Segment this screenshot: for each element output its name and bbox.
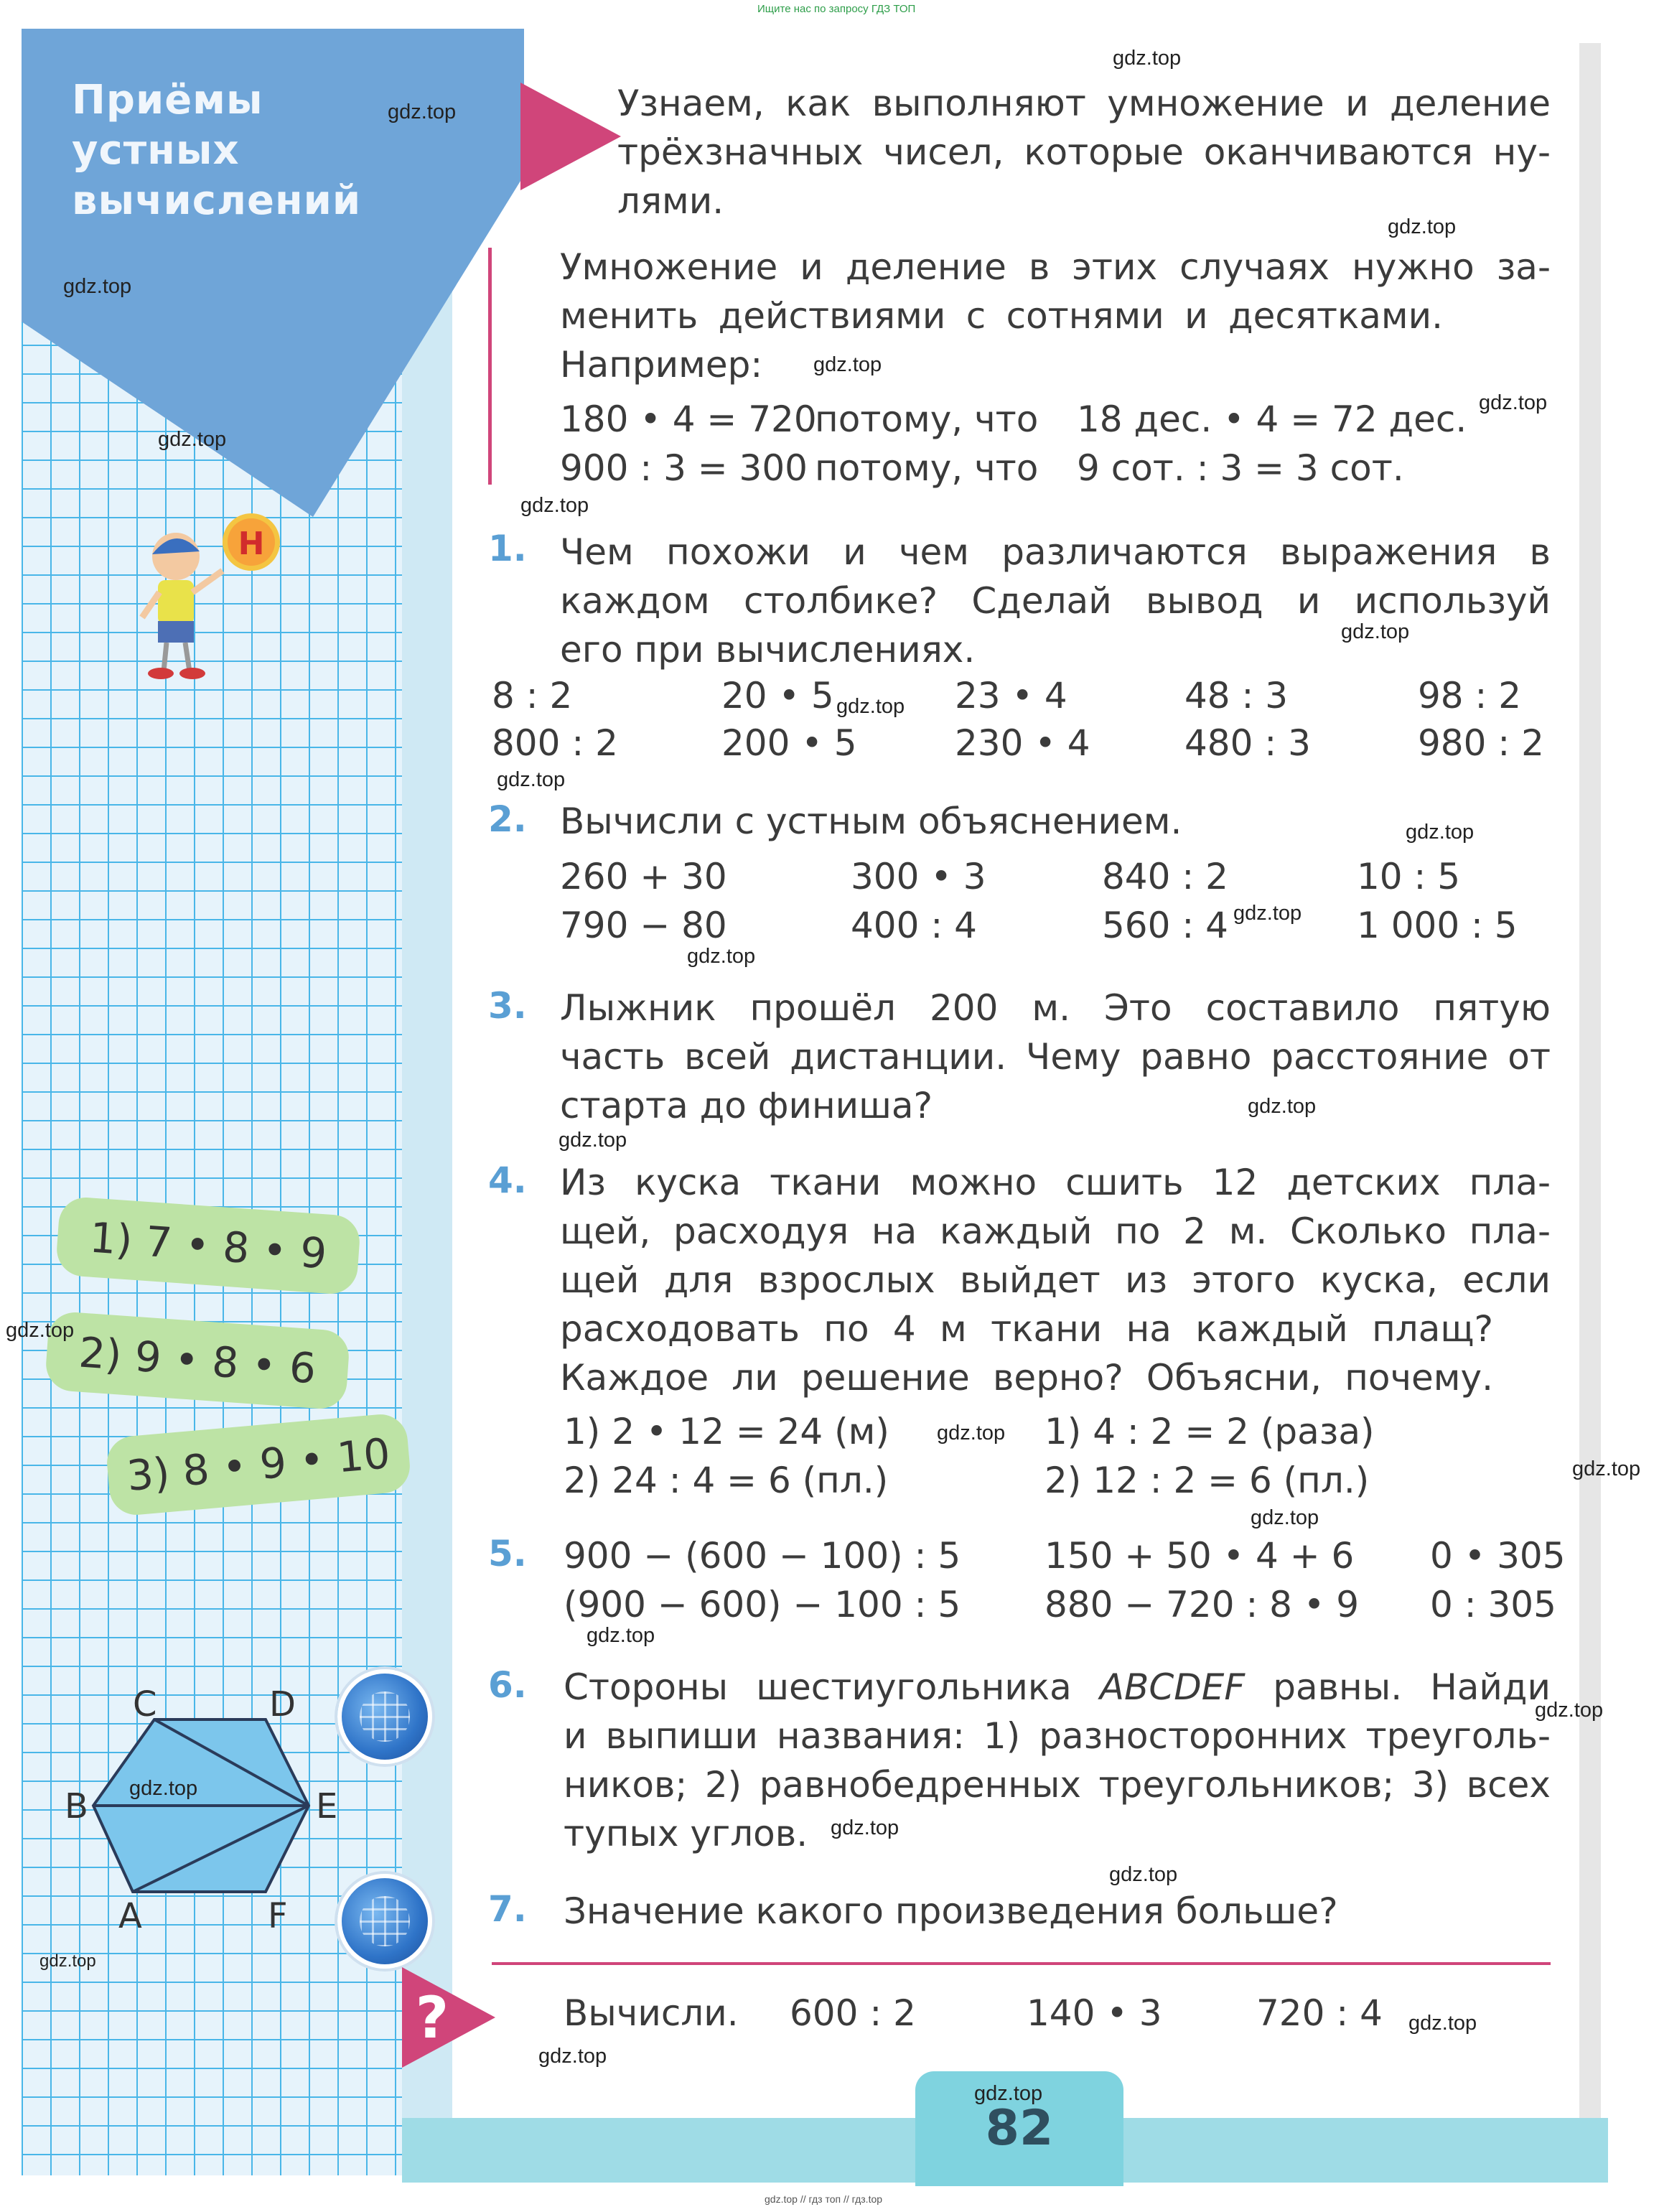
rule-line: Умножение и деление в этих случаях нужно за- (560, 246, 1551, 288)
task3-line: старта до финиша? (560, 1085, 933, 1126)
task1-expression: 800 : 2 (492, 722, 618, 764)
vertex-c-label: C (133, 1687, 157, 1725)
task1-expression: 23 • 4 (955, 675, 1067, 717)
watermark: gdz.top (538, 2045, 607, 2068)
task1-expression: 20 • 5 (721, 675, 834, 717)
solution-b-step: 1) 4 : 2 = 2 (раза) (1045, 1411, 1375, 1452)
watermark: gdz.top (1113, 47, 1182, 70)
bottom-note: gdz.top // гдз топ // гдз.top (765, 2193, 883, 2205)
task-number: 7. (488, 1888, 527, 1930)
example-reason: 18 дес. • 4 = 72 дес. (1077, 398, 1467, 440)
watermark: gdz.top (1233, 902, 1302, 925)
task7-text: Значение какого произведения больше? (564, 1890, 1338, 1932)
globe-icon (337, 1669, 432, 1764)
watermark: gdz.top (63, 275, 132, 298)
task2-expression: 840 : 2 (1102, 856, 1228, 897)
watermark: gdz.top (1572, 1457, 1641, 1480)
title-line: вычислений (72, 177, 362, 224)
watermark: gdz.top (388, 101, 457, 123)
hexagon-name: ABCDEF (1099, 1666, 1246, 1708)
task1-expression: 48 : 3 (1184, 675, 1289, 717)
rule-example-label: Например: (560, 344, 763, 386)
task2-expression: 790 − 80 (560, 905, 727, 946)
hint-pill: 2) 9 • 8 • 6 (45, 1310, 351, 1410)
task1-expression: 980 : 2 (1418, 722, 1544, 764)
watermark: gdz.top (129, 1777, 198, 1800)
watermark: gdz.top (6, 1319, 75, 1342)
solution-a-step: 2) 24 : 4 = 6 (пл.) (564, 1460, 889, 1501)
example-because: потому, что (815, 447, 1039, 489)
watermark: gdz.top (1406, 821, 1475, 844)
task-number: 2. (488, 798, 527, 840)
watermark: gdz.top (813, 353, 882, 376)
vertex-f-label: F (268, 1896, 288, 1936)
task1-line: его при вычислениях. (560, 629, 976, 671)
task5-expression: 880 − 720 : 8 • 9 (1045, 1584, 1360, 1625)
task6-text: Стороны шестиугольника (564, 1666, 1072, 1708)
task3-line: часть всей дистанции. Чему равно расстояние от (560, 1036, 1551, 1078)
watermark: gdz.top (1251, 1506, 1319, 1529)
task4-line: Каждое ли решение верно? Объясни, почему. (560, 1357, 1493, 1399)
rule-bar (488, 248, 492, 485)
boy-mascot-illustration (115, 503, 294, 682)
badge-letter: Н (238, 526, 265, 562)
hint-pill: 3) 8 • 9 • 10 (105, 1412, 412, 1517)
question-expression: 140 • 3 (1027, 1992, 1162, 2034)
task2-expression: 560 : 4 (1102, 905, 1228, 946)
question-label: Вычисли. (564, 1992, 739, 2034)
task5-expression: 150 + 50 • 4 + 6 (1045, 1535, 1355, 1577)
task2-text: Вычисли с устным объяснением. (560, 801, 1182, 842)
watermark: gdz.top (1388, 215, 1457, 238)
watermark: gdz.top (520, 494, 589, 517)
intro-arrow-icon (520, 83, 621, 190)
page-number: 82 (985, 2100, 1054, 2157)
task1-line: каждом столбике? Сделай вывод и используй (560, 580, 1551, 622)
watermark: gdz.top (831, 1816, 899, 1839)
task4-line: Из куска ткани можно сшить 12 детских пла- (560, 1162, 1551, 1203)
watermark: gdz.top (1535, 1699, 1604, 1722)
task6-first-line (564, 1666, 1551, 1708)
watermark: gdz.top (158, 428, 227, 451)
title-line: устных (72, 127, 240, 174)
task-number: 4. (488, 1159, 527, 1201)
watermark: gdz.top (559, 1129, 627, 1152)
section-title (72, 75, 373, 226)
example-reason: 9 сот. : 3 = 3 сот. (1077, 447, 1404, 489)
task3-line: Лыжник прошёл 200 м. Это составило пятую (560, 987, 1551, 1029)
task5-expression: 900 − (600 − 100) : 5 (564, 1535, 961, 1577)
title-line: Приёмы (72, 77, 263, 123)
intro-line: лями. (617, 180, 724, 222)
task1-expression: 8 : 2 (492, 675, 573, 717)
watermark: gdz.top (39, 1951, 96, 1971)
example-because: потому, что (815, 398, 1039, 440)
task5-expression: 0 : 305 (1430, 1584, 1556, 1625)
example-expression: 900 : 3 = 300 (560, 447, 808, 489)
task2-expression: 260 + 30 (560, 856, 727, 897)
task2-expression: 1 000 : 5 (1357, 905, 1518, 946)
task2-expression: 400 : 4 (851, 905, 977, 946)
task5-expression: (900 − 600) − 100 : 5 (564, 1584, 961, 1625)
globe-icon (337, 1874, 432, 1969)
watermark: gdz.top (836, 695, 905, 718)
task5-expression: 0 • 305 (1430, 1535, 1566, 1577)
watermark: gdz.top (587, 1624, 655, 1647)
top-note: Ищите нас по запросу ГДЗ ТОП (757, 3, 916, 15)
question-expression: 600 : 2 (790, 1992, 916, 2034)
task6-text: равны. Найди (1273, 1666, 1551, 1708)
intro-line: трёхзначных чисел, которые оканчиваются ну- (617, 131, 1551, 173)
page-shadow (1579, 43, 1601, 2154)
example-expression: 180 • 4 = 720 (560, 398, 817, 440)
intro-line: Узнаем, как выполняют умножение и деление (617, 83, 1551, 124)
solution-a-step: 1) 2 • 12 = 24 (м) (564, 1411, 889, 1452)
vertex-e-label: E (316, 1786, 338, 1826)
watermark: gdz.top (1248, 1095, 1317, 1118)
task4-line: щей, расходуя на каждый по 2 м. Сколько пла- (560, 1210, 1551, 1252)
question-expression: 720 : 4 (1256, 1992, 1383, 2034)
vertex-d-label: D (269, 1687, 296, 1725)
watermark: gdz.top (1341, 620, 1410, 643)
task4-line: щей для взрослых выйдет из этого куска, если (560, 1259, 1551, 1301)
hexagon-abcdef-figure (65, 1687, 366, 1953)
watermark: gdz.top (687, 945, 756, 968)
watermark: gdz.top (937, 1422, 1006, 1445)
watermark: gdz.top (497, 768, 566, 791)
question-divider (492, 1962, 1551, 1965)
task1-expression: 200 • 5 (721, 722, 857, 764)
task4-line: расходовать по 4 м ткани на каждый плащ? (560, 1308, 1493, 1350)
hint-pill: 1) 7 • 8 • 9 (55, 1195, 362, 1295)
task-number: 3. (488, 985, 527, 1027)
question-arrow-icon (402, 1967, 495, 2068)
task-number: 6. (488, 1664, 527, 1706)
task1-expression: 98 : 2 (1418, 675, 1522, 717)
task6-line: тупых углов. (564, 1813, 808, 1854)
vertex-b-label: B (65, 1786, 88, 1826)
task2-expression: 300 • 3 (851, 856, 986, 897)
vertex-a-label: A (118, 1896, 142, 1936)
task1-expression: 480 : 3 (1184, 722, 1311, 764)
task6-line: ников; 2) равнобедренных треугольников; 3) всех (564, 1764, 1551, 1806)
question-mark: ? (415, 1984, 449, 2051)
task-number: 5. (488, 1533, 527, 1574)
task6-line: и выпиши названия: 1) разносторонних треуголь- (564, 1715, 1551, 1757)
task2-expression: 10 : 5 (1357, 856, 1461, 897)
watermark: gdz.top (1109, 1863, 1178, 1886)
watermark: gdz.top (1408, 2012, 1477, 2035)
task1-expression: 230 • 4 (955, 722, 1090, 764)
task-number: 1. (488, 528, 527, 569)
rule-line: менить действиями с сотнями и десятками. (560, 295, 1443, 337)
solution-b-step: 2) 12 : 2 = 6 (пл.) (1045, 1460, 1370, 1501)
watermark: gdz.top (1479, 391, 1548, 414)
task1-line: Чем похожи и чем различаются выражения в (560, 531, 1551, 573)
watermark: gdz.top (974, 2082, 1043, 2105)
